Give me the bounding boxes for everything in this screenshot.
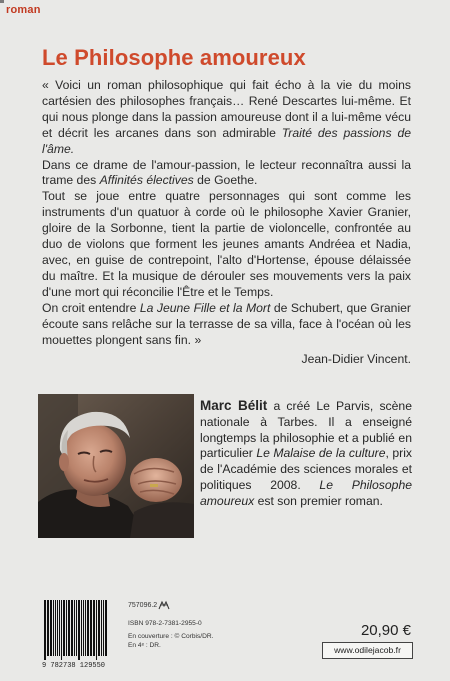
book-title: Le Philosophe amoureux <box>42 45 306 70</box>
blurb-signature: Jean-Didier Vincent. <box>301 352 411 367</box>
genre-label: roman <box>6 4 41 16</box>
publisher-url[interactable]: www.odilejacob.fr <box>322 642 413 659</box>
price: 20,90 € <box>360 622 411 639</box>
blurb <box>42 78 411 368</box>
author-name: Marc Bélit <box>200 398 268 413</box>
isbn: ISBN 978-2-7381-2955-0 <box>128 620 202 627</box>
credit-cover: En couverture : © Corbis/DR. <box>128 633 214 640</box>
author-photo <box>38 394 194 538</box>
work-title-affinites: Affinités électives <box>99 173 194 188</box>
recycle-logo-icon <box>158 600 170 610</box>
barcode <box>42 600 122 660</box>
bio-work-philosophe: Le Philosophe amoureux <box>200 477 412 508</box>
blurb-paragraph-3: Tout se joue entre quatre personnages qui sont comme les instruments d'un quatuor à corde où le philosophe Xavier Granier, gloire de la Sorbonne, tient la partie de violoncelle, confrontée au duo de violons que forment les jeunes amants Andréea et Nadia, avec, en guise de contrepoint, l'alto d'Hortense, épouse délaissée du maître. Et la musique de dérouler ses mouvements vers la paix d'une mort qui réconcilie l'Être et le Temps. <box>42 189 411 299</box>
barcode-digits: 9 782738 129550 <box>42 662 106 670</box>
author-portrait-illustration <box>38 394 194 538</box>
credits <box>128 632 213 650</box>
blurb-paragraph-4: On croit entendre La Jeune Fille et la Mort de Schubert, que Granier écoute sans relâche sur la terrasse de sa villa, face à l'océan où les mouettes plongent sans fin. » <box>42 300 411 347</box>
work-title-jeune-fille: La Jeune Fille et la Mort <box>139 300 271 315</box>
corner-mark <box>0 0 4 3</box>
credit-back: En 4ᵉ : DR. <box>128 642 161 649</box>
bio-work-malaise: Le Malaise de la culture <box>256 446 386 461</box>
blurb-paragraph-1: « Voici un roman philosophique qui fait écho à la vie du moins cartésien des philosophes français… René Descartes lui-même. Et qui nous plonge dans la passion amoureuse dont il a lui-même vécu et décrit les arcanes dans son admirable Traité des passions de l'âme. <box>42 78 412 156</box>
blurb-paragraph-2: Dans ce drame de l'amour-passion, le lecteur reconnaîtra aussi la trame des Affinités électives de Goethe. <box>42 157 411 188</box>
author-bio: Marc Bélit a créé Le Parvis, scène nationale à Tarbes. Il a enseigné longtemps la philosophie et a publié en particulier Le Malaise de la culture, prix de l'Académie des sciences morales et politiques 2008. Le Philosophe amoureux est son premier roman. <box>200 398 413 508</box>
barcode-block <box>42 600 242 670</box>
work-title-traite: Traité des passions de l'âme. <box>42 125 412 156</box>
reference-code: 757096.2 <box>128 602 158 609</box>
